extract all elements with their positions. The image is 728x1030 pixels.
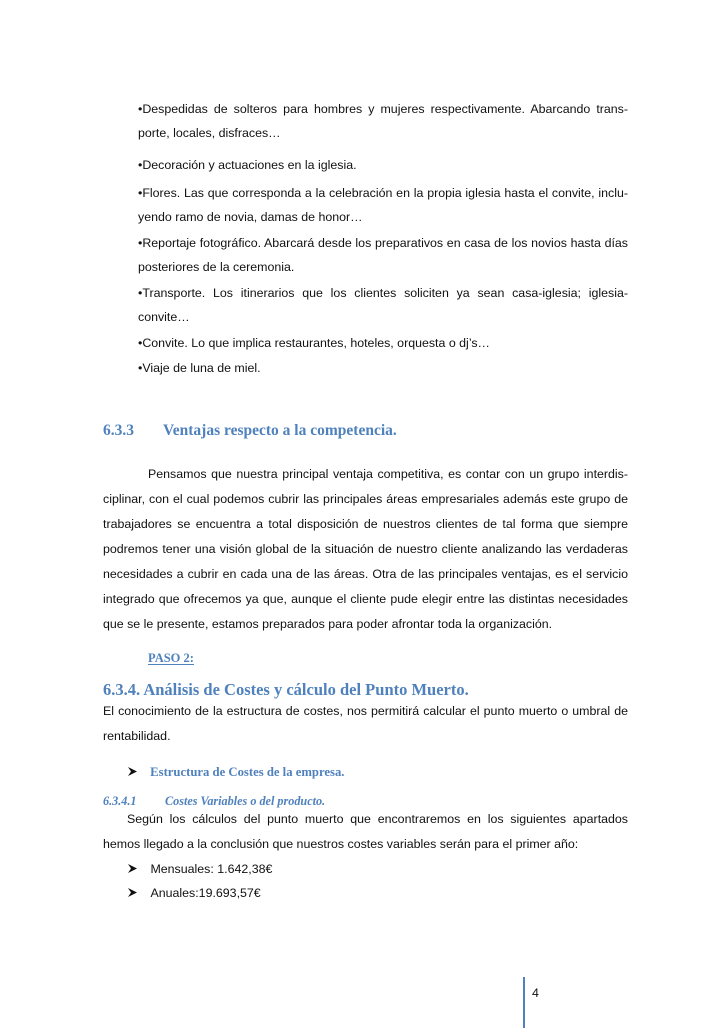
bullet-item-2 — [138, 157, 628, 173]
bullet-line: posteriores de la ceremonia. — [138, 260, 295, 274]
bullet-line: •Despedidas de solteros para hombres y mujeres respectivamente. Abarcando trans- — [138, 102, 628, 116]
cost-item-text: Mensuales: 1.642,38€ — [150, 862, 273, 876]
bullet-line: •Flores. Las que corresponda a la celebración en la propia iglesia hasta el convite, inclu- — [138, 186, 628, 200]
section-number: 6.3.4. — [103, 680, 141, 699]
section-title: Costes Variables o del producto. — [165, 794, 326, 808]
cost-item-monthly — [127, 862, 272, 876]
paragraph-line: que se le presente, estamos preparados para poder afrontar toda la organización. — [103, 617, 553, 631]
paragraph-line: Según los cálculos del punto muerto que encontraremos en los siguientes apartados — [127, 812, 628, 826]
section-number: 6.3.3 — [103, 422, 134, 439]
bullet-item-5 — [138, 285, 628, 325]
bullet-line: •Transporte. Los itinerarios que los clientes soliciten ya sean casa-iglesia; iglesia- — [138, 286, 628, 300]
bullet-line: •Convite. Lo que implica restaurantes, hoteles, orquesta o dj’s… — [138, 336, 490, 350]
paragraph-line: rentabilidad. — [103, 729, 171, 743]
bullet-item-3 — [138, 185, 628, 225]
paragraph-line: Pensamos que nuestra principal ventaja competitiva, es contar con un grupo interdis- — [148, 467, 628, 481]
structure-heading — [127, 765, 344, 780]
bullet-item-6 — [138, 335, 628, 351]
arrow-bullet-icon — [127, 766, 137, 776]
section-heading-6-3-4-1 — [103, 794, 325, 809]
paragraph-line: integrado que ofrecemos ya que, aunque el cliente pude elegir entre las distintas necesidades — [103, 592, 628, 606]
step-label: PASO 2: — [148, 651, 194, 665]
cost-item-annual — [127, 886, 261, 900]
paragraph-costes-variables — [103, 811, 628, 852]
section-heading-6-3-4 — [103, 680, 469, 700]
bullet-line: •Decoración y actuaciones en la iglesia. — [138, 158, 357, 172]
bullet-item-7 — [138, 360, 628, 376]
bullet-line: convite… — [138, 310, 190, 324]
bullet-line: •Viaje de luna de miel. — [138, 361, 261, 375]
paragraph-costes — [103, 703, 628, 744]
bullet-line: yendo ramo de novia, damas de honor… — [138, 210, 363, 224]
bullet-item-1 — [138, 101, 628, 141]
structure-heading-text: Estructura de Costes de la empresa. — [150, 765, 345, 779]
section-number: 6.3.4.1 — [103, 794, 137, 808]
arrow-bullet-icon — [127, 863, 137, 873]
page-number-rule — [523, 977, 525, 1028]
section-heading-6-3-3 — [103, 422, 397, 440]
paragraph-line: trabajadores se encuentra a total disposición de nuestros clientes de tal forma que siempre — [103, 517, 628, 531]
arrow-bullet-icon — [127, 887, 137, 897]
bullet-line: •Reportaje fotográfico. Abarcará desde los preparativos en casa de los novios hasta días — [138, 236, 628, 250]
paragraph-line: El conocimiento de la estructura de costes, nos permitirá calcular el punto muerto o umbral de — [103, 704, 628, 718]
paragraph-line: hemos llegado a la conclusión que nuestros costes variables serán para el primer año: — [103, 837, 579, 851]
paragraph-line: ciplinar, con el cual podemos cubrir las principales áreas empresariales además este grupo de — [103, 492, 628, 506]
page-number: 4 — [532, 986, 539, 1000]
paragraph-line: podremos tener una visión global de la situación de nuestro cliente analizando las verdaderas — [103, 542, 628, 556]
paragraph-line: necesidades a cubrir en cada una de las áreas. Otra de las principales ventajas, es el servicio — [103, 567, 628, 581]
cost-item-text: Anuales:19.693,57€ — [150, 886, 261, 900]
section-title: Ventajas respecto a la competencia. — [163, 422, 397, 439]
bullet-line: porte, locales, disfraces… — [138, 126, 281, 140]
section-title: Análisis de Costes y cálculo del Punto Muerto. — [143, 680, 469, 699]
paragraph-ventajas — [103, 466, 628, 632]
bullet-item-4 — [138, 235, 628, 275]
